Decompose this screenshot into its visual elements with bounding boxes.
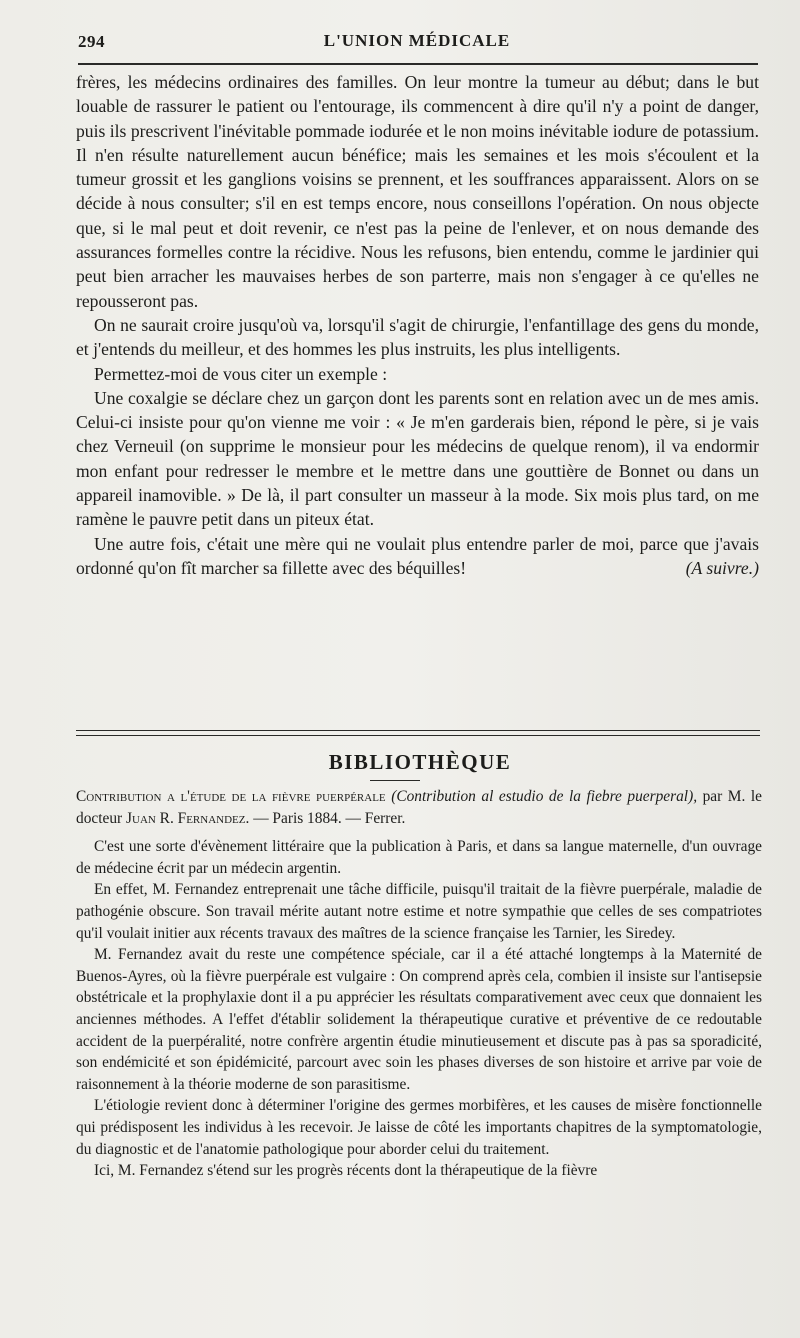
header-rule [78,63,758,65]
section-title-underline [370,780,420,781]
page-header [72,28,762,58]
article-paragraph-last [76,532,759,581]
article-paragraph: Permettez-moi de vous citer un exemple : [94,363,388,384]
article-body [76,70,759,580]
review-paragraph: M. Fernandez avait du reste une compétence spéciale, car il a été attaché longtemps à la Maternité de Buenos-Ayres, où la fièvre puerpérale est vulgaire : On comprend après cela, combien il insiste sur l'antisepsie obstétricale et la prophylaxie dont il a pu apprécier les résultats comparativement avec ceux que donnaient les anciennes méthodes. A l'effet d'établir solidement la thérapeutique curative et préventive de ce redoutable accident de la puerpéralité, notre confrère argentin étudie minutieusement et discute pas à pas sa sporadicité, son endémicité et son épidémicité, parcourt avec soin les phases diverses de son histoire et arrive par voie de raisonnement à la théorie moderne de son parasitisme. [76,946,762,1093]
review-paragraph: Ici, M. Fernandez s'étend sur les progrès récents dont la thérapeutique de la fièvre [94,1162,598,1180]
reference-author: Juan R. Fernandez. [126,809,250,827]
reference-by: par M. le docteur [76,788,762,827]
article-paragraph: On ne saurait croire jusqu'où va, lorsqu'il s'agit de chirurgie, l'enfantillage des gens du monde, et j'entends du meilleur, et des hommes les plus instruits, les plus intelligents. [76,314,759,360]
bibliographic-reference [76,786,762,829]
reference-publication: — Paris 1884. — Ferrer. [253,809,406,827]
article-paragraph: frères, les médecins ordinaires des familles. On leur montre la tumeur au début; dans le but louable de rassurer le patient ou l'entourage, ils commencent à dire qu'il n'y a point de danger, puis ils prescrivent l'inévitable pommade iodurée et le non moins inévitable iodure de potassium. Il n'en résulte naturellement aucun bénéfice; mais les semaines et les mois s'écoulent et la tumeur grossit et les ganglions voisins se prennent, et les souffrances apparaissent. Alors on se décide à nous consulter; s'il en est temps encore, nous conseillons l'opération. On nous objecte que, si le mal peut et doit revenir, ce n'est pas la peine de l'enlever, et on nous demande des assurances formelles contre la récidive. Nous les refusons, bien entendu, comme le jardinier qui peut bien arracher les mauvaises herbes de son parterre, mais non s'engager à ce qu'elles ne repousseront pas. [76,72,759,311]
section-title-bibliotheque: BIBLIOTHÈQUE [328,750,512,774]
running-title: L'UNION MÉDICALE [323,31,511,50]
reference-head: Contribution a l'étude de la fièvre puerpérale [76,788,386,805]
bibliotheque-body [76,786,762,1182]
reference-spanish-title: (Contribution al estudio de la fiebre puerperal), [391,788,698,805]
section-divider [76,730,760,736]
article-paragraph-text: Une autre fois, c'était une mère qui ne voulait plus entendre parler de moi, parce que j'avais ordonné qu'on fît marcher sa fillette avec des béquilles! [76,533,759,578]
review-paragraph: C'est une sorte d'évènement littéraire que la publication à Paris, et dans sa langue maternelle, d'un ouvrage de médecine écrit par un médecin argentin. [76,838,762,877]
review-paragraph: L'étiologie revient donc à déterminer l'origine des germes morbifères, et les causes de misère fonctionnelle qui prédisposent les individus à les recevoir. Je laisse de côté les importants chapitres de la symptomatologie, du diagnostic et de l'anatomie pathologique pour aborder celui du traitement. [76,1097,762,1158]
page-number: 294 [78,32,105,51]
article-paragraph: Une coxalgie se déclare chez un garçon dont les parents sont en relation avec un de mes amis. Celui-ci insiste pour qu'on vienne me voir : « Je m'en garderais bien, répond le père, si je vais chez Verneuil (on supprime le monsieur pour les médecins de quelque renom), il va endormir mon enfant pour redresser le membre et le mettre dans une gouttière de Bonnet ou dans un appareil inamovible. » De là, il part consulter un masseur à la mode. Six mois plus tard, on me ramène le pauvre petit dans un piteux état. [76,387,759,530]
a-suivre: (A suivre.) [685,557,759,578]
review-paragraph: En effet, M. Fernandez entreprenait une tâche difficile, puisqu'il traitait de la fièvre puerpérale, maladie de pathogénie obscure. Son travail mérite autant notre estime et notre sympathie que celles de ses compatriotes qu'il voulait initier aux récents travaux des maîtres de la science française les Tarnier, les Siredey. [76,881,762,942]
